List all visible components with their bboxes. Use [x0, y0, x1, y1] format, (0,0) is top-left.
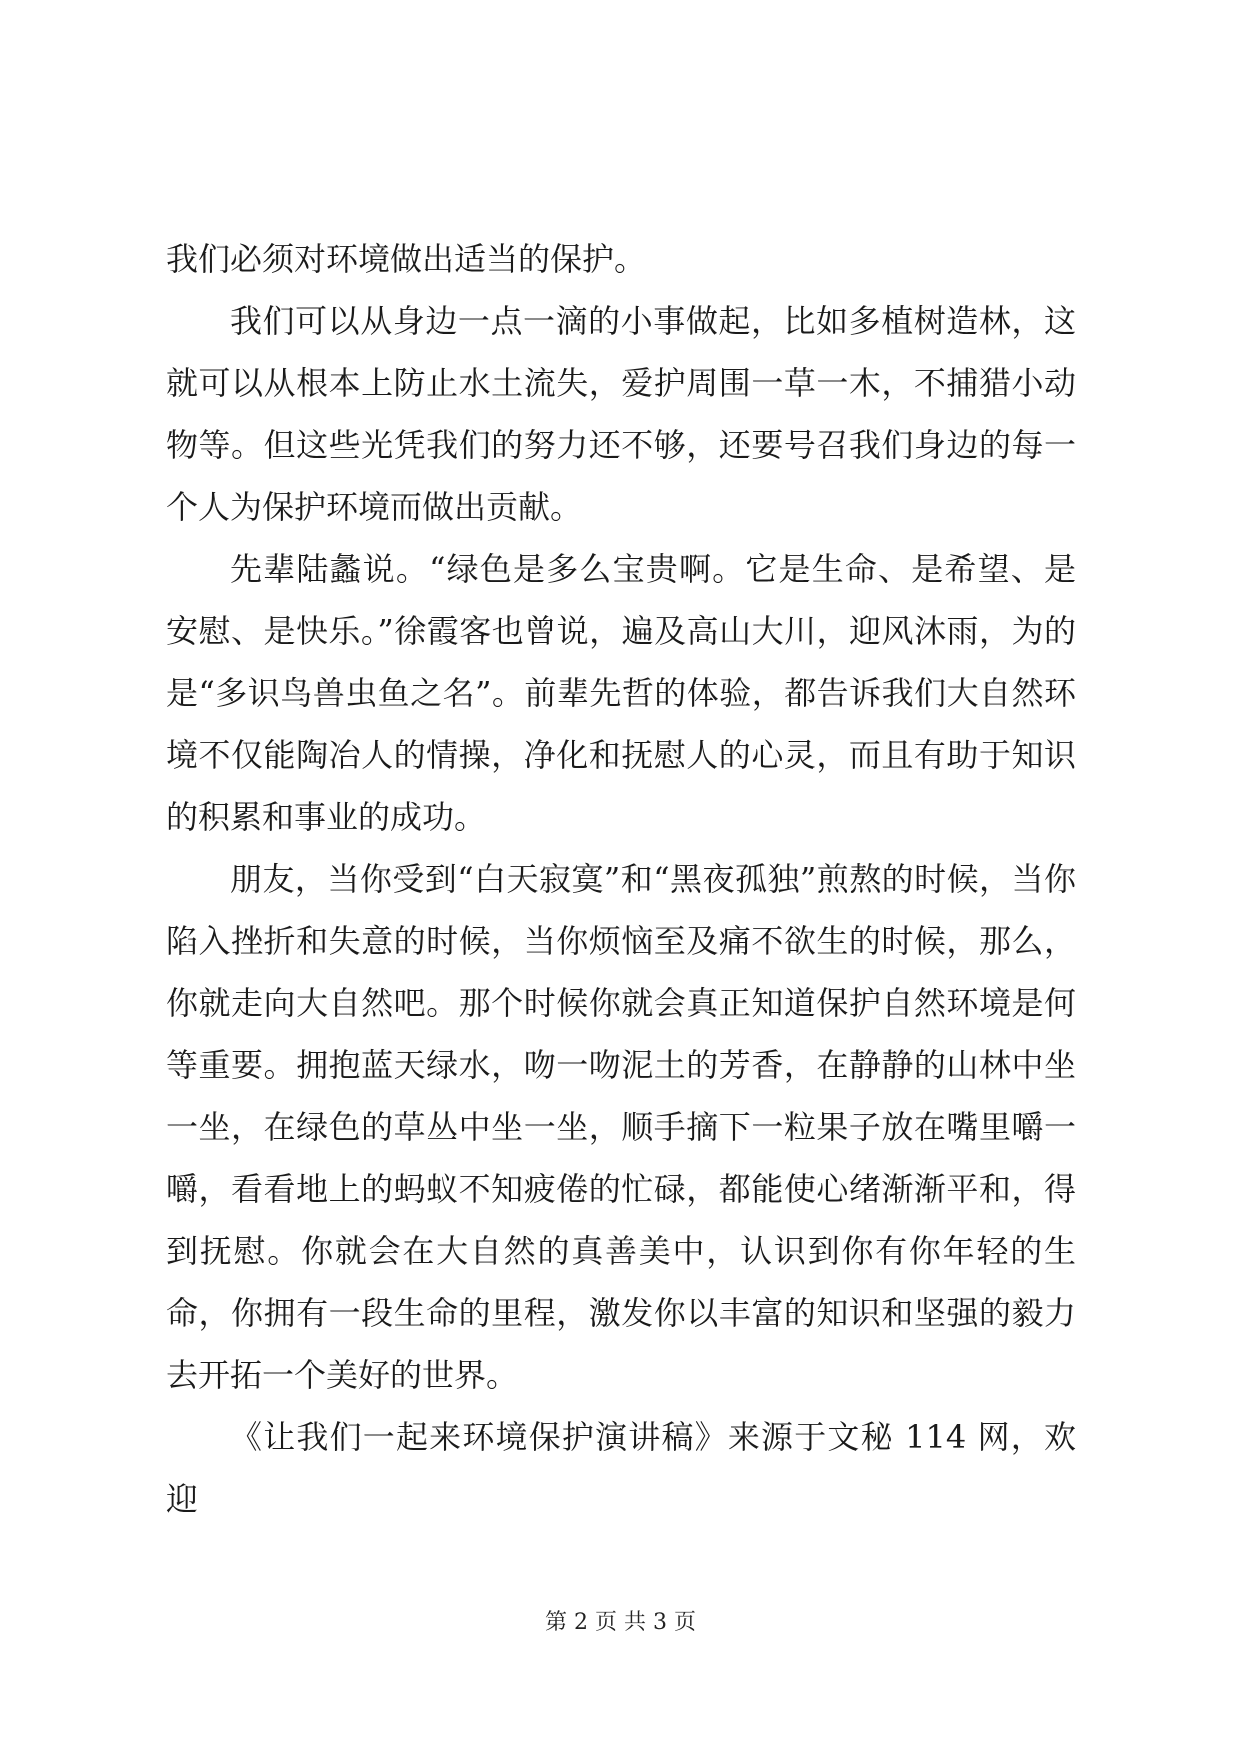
paragraph-nature-appeal: 朋友，当你受到“白天寂寞”和“黑夜孤独”煎熬的时候，当你陷入挫折和失意的时候，当你烦恼至及痛不欲生的时候，那么，你就走向大自然吧。那个时候你就会真正知道保护自然环境是何等重要。拥抱蓝天绿水，吻一吻泥土的芳香，在静静的山林中坐一坐，在绿色的草丛中坐一坐，顺手摘下一粒果子放在嘴里嚼一嚼，看看地上的蚂蚁不知疲倦的忙碌，都能使心绪渐渐平和，得到抚慰。你就会在大自然的真善美中，认识到你有你年轻的生命，你拥有一段生命的里程，激发你以丰富的知识和坚强的毅力去开拓一个美好的世界。 [166, 860, 1076, 1394]
paragraph-quotes: 先辈陆蠡说。“绿色是多么宝贵啊。它是生命、是希望、是安慰、是快乐。”徐霞客也曾说，遍及高山大川，迎风沐雨，为的是“多识鸟兽虫鱼之名”。前辈先哲的体验，都告诉我们大自然环境不仅能陶冶人的情操，净化和抚慰人的心灵，而且有助于知识的积累和事业的成功。 [166, 550, 1076, 836]
paragraph-source-note: 《让我们一起来环境保护演讲稿》来源于文秘 114 网，欢迎 [166, 1418, 1076, 1518]
page-number-footer: 第 2 页 共 3 页 [545, 1610, 696, 1635]
paragraph-continuation: 我们必须对环境做出适当的保护。 [166, 240, 647, 278]
document-body [166, 228, 1076, 1530]
paragraph-small-actions: 我们可以从身边一点一滴的小事做起，比如多植树造林，这就可以从根本上防止水土流失，爱护周围一草一木，不捕猎小动物等。但这些光凭我们的努力还不够，还要号召我们身边的每一个人为保护环境而做出贡献。 [166, 302, 1076, 526]
